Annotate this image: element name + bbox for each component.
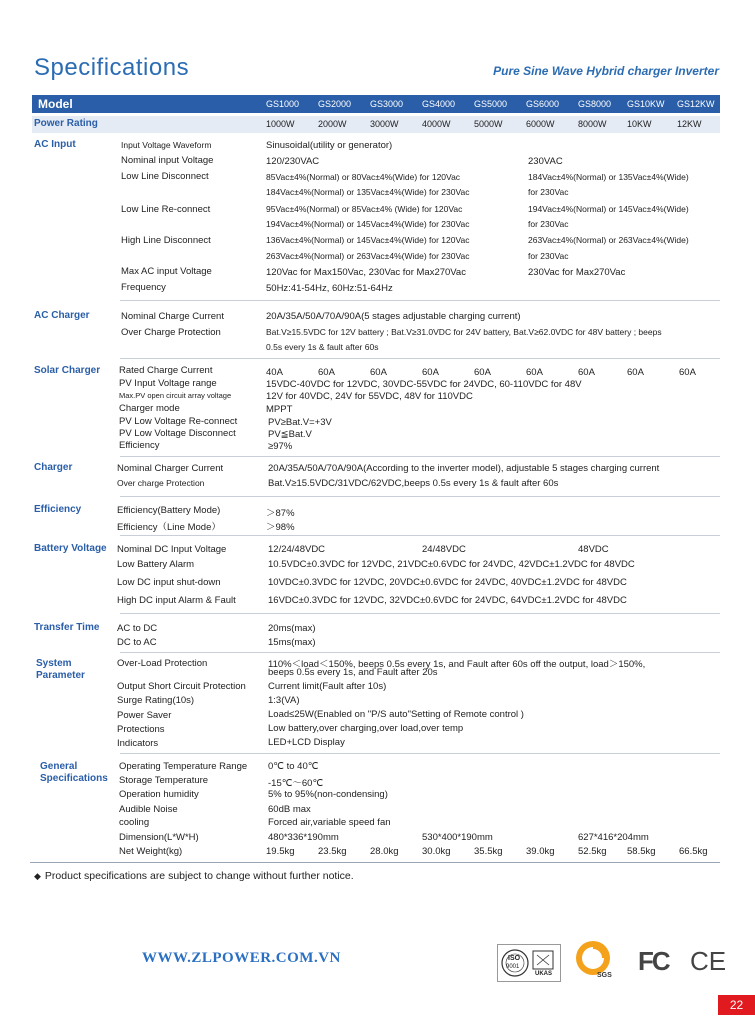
spec-value: 136Vac±4%(Normal) or 145Vac±4%(Wide) for 120Vac (266, 235, 470, 245)
footnote-text: Product specifications are subject to change without further notice. (44, 870, 354, 882)
spec-value: 24/48VDC (422, 544, 466, 555)
spec-label: Low Line Disconnect (121, 171, 209, 182)
spec-value: 50Hz:41-54Hz, 60Hz:51-64Hz (266, 283, 393, 294)
section-divider (120, 496, 720, 497)
model-cell: GS8000 (578, 99, 612, 109)
spec-value: 627*416*204mm (578, 832, 649, 843)
section-system-parameter: System (36, 658, 72, 669)
spec-label: Low Battery Alarm (117, 559, 195, 570)
spec-value: 1:3(VA) (268, 695, 300, 706)
spec-value: ＞87% (266, 508, 295, 519)
page-number: 22 (718, 995, 755, 1015)
spec-label: High Line Disconnect (121, 235, 211, 246)
spec-label: Nominal Charge Current (121, 311, 224, 322)
spec-label: Over charge Protection (117, 478, 205, 488)
spec-label: Power Saver (117, 710, 172, 721)
spec-value: 60A (370, 367, 387, 378)
spec-value: 30.0kg (422, 846, 451, 857)
section-solar-charger: Solar Charger (34, 365, 101, 376)
model-cell: GS2000 (318, 99, 352, 109)
model-cell: GS5000 (474, 99, 508, 109)
spec-value: 12/24/48VDC (268, 544, 326, 555)
model-cell: GS3000 (370, 99, 404, 109)
spec-label: Low DC input shut-down (117, 577, 221, 588)
ce-logo: CE (690, 946, 727, 976)
spec-label: Efficiency(Battery Mode) (117, 505, 221, 516)
spec-label: DC to AC (117, 637, 157, 648)
power-rating-cell: 5000W (474, 119, 503, 129)
spec-value: 230Vac for Max270Vac (528, 267, 626, 278)
spec-value: 263Vac±4%(Normal) or 263Vac±4%(Wide) (528, 235, 689, 245)
spec-label: Charger mode (119, 403, 180, 414)
power-rating-cell: 1000W (266, 119, 295, 129)
power-rating-cell: 10KW (627, 119, 652, 129)
spec-value: ≥97% (268, 441, 293, 452)
spec-label: Nominal Charger Current (117, 463, 224, 474)
page-title: Specifications (34, 54, 190, 81)
spec-label: PV Low Voltage Disconnect (119, 428, 236, 439)
section-general-line2: Specifications (40, 773, 108, 784)
spec-value: 60A (526, 367, 543, 378)
model-cell: GS1000 (266, 99, 300, 109)
spec-value: 48VDC (578, 544, 609, 555)
spec-value: 66.5kg (679, 846, 708, 857)
section-system-parameter-line2: Parameter (36, 670, 85, 681)
power-rating-cell: 8000W (578, 119, 607, 129)
spec-label: Max.PV open circuit array voltage (119, 391, 232, 400)
spec-value: 184Vac±4%(Normal) or 135Vac±4%(Wide) (528, 172, 689, 182)
model-header-label: Model (38, 97, 73, 111)
spec-value: 530*400*190mm (422, 832, 493, 843)
section-general: General (40, 761, 78, 772)
spec-value: 20A/35A/50A/70A/90A(According to the inverter model), adjustable 5 stages charging current (268, 463, 660, 474)
section-divider (120, 613, 720, 614)
model-cell: GS4000 (422, 99, 456, 109)
spec-value: 230VAC (528, 156, 563, 167)
spec-value: for 230Vac (528, 251, 569, 261)
spec-value: 15VDC-40VDC for 12VDC, 30VDC-55VDC for 24VDC, 60-110VDC for 48V (266, 379, 582, 390)
spec-label: Over-Load Protection (117, 658, 208, 669)
power-rating-cell: 4000W (422, 119, 451, 129)
spec-value: 20ms(max) (268, 623, 316, 634)
spec-label: PV Input Voltage range (119, 378, 217, 389)
spec-value: 16VDC±0.3VDC for 12VDC, 32VDC±0.6VDC for 24VDC, 64VDC±1.2VDC for 48VDC (268, 595, 627, 606)
iso-text: ISO (508, 955, 521, 962)
spec-value: Low battery,over charging,over load,over temp (268, 723, 464, 734)
spec-label: AC to DC (117, 623, 158, 634)
spec-value: 10VDC±0.3VDC for 12VDC, 20VDC±0.6VDC for 24VDC, 40VDC±1.2VDC for 48VDC (268, 577, 627, 588)
power-rating-cell: 12KW (677, 119, 702, 129)
spec-value: 60A (474, 367, 491, 378)
spec-value: 194Vac±4%(Normal) or 145Vac±4%(Wide) for 230Vac (266, 219, 470, 229)
spec-label: Dimension(L*W*H) (119, 832, 199, 843)
section-divider (120, 456, 720, 457)
spec-label: Output Short Circuit Protection (117, 681, 246, 692)
sgs-logo (573, 938, 617, 982)
spec-value: ＞98% (266, 522, 295, 533)
spec-value: 60A (422, 367, 439, 378)
spec-value: 28.0kg (370, 846, 399, 857)
spec-label: Efficiency（Line Mode） (117, 522, 221, 533)
spec-label: Low Line Re-connect (121, 204, 211, 215)
section-charger: Charger (34, 462, 73, 473)
spec-value: 60A (627, 367, 644, 378)
spec-value: 0℃ to 40℃ (268, 761, 319, 772)
spec-value: for 230Vac (528, 219, 569, 229)
power-rating-cell: 2000W (318, 119, 347, 129)
spec-label: Operating Temperature Range (119, 761, 248, 772)
page-subtitle: Pure Sine Wave Hybrid charger Inverter (493, 64, 719, 78)
spec-value: 480*336*190mm (268, 832, 339, 843)
spec-label: Nominal DC Input Voltage (117, 544, 227, 555)
sgs-text: SGS (597, 972, 612, 979)
spec-value: 58.5kg (627, 846, 656, 857)
spec-value: Current limit(Fault after 10s) (268, 681, 387, 692)
spec-label: Input Voltage Waveform (121, 140, 212, 150)
model-cell: GS6000 (526, 99, 560, 109)
spec-value: 5% to 95%(non-condensing) (268, 789, 388, 800)
bullet-diamond-icon: ◆ (34, 871, 41, 881)
section-divider (120, 300, 720, 301)
spec-label: Indicators (117, 738, 159, 749)
spec-value: 60A (679, 367, 696, 378)
spec-value: 10.5VDC±0.3VDC for 12VDC, 21VDC±0.6VDC for 24VDC, 42VDC±1.2VDC for 48VDC (268, 559, 635, 570)
spec-label: Storage Temperature (119, 775, 209, 786)
spec-label: PV Low Voltage Re-connect (119, 416, 238, 427)
spec-value: MPPT (266, 404, 293, 415)
spec-value: 60A (318, 367, 335, 378)
spec-value: 12V for 40VDC, 24V for 55VDC, 48V for 110VDC (266, 391, 473, 402)
spec-value: 184Vac±4%(Normal) or 135Vac±4%(Wide) for 230Vac (266, 187, 470, 197)
spec-label: Surge Rating(10s) (117, 695, 195, 706)
fc-logo: FC (638, 946, 669, 976)
iso-number: 9001 (506, 964, 520, 970)
spec-value: 120/230VAC (266, 156, 320, 167)
section-divider (120, 358, 720, 359)
section-battery-voltage: Battery Voltage (34, 543, 107, 554)
spec-value: PV≦Bat.V (268, 429, 312, 440)
website-link[interactable]: WWW.ZLPOWER.COM.VN (142, 950, 341, 966)
section-divider (120, 535, 720, 536)
spec-value: PV≥Bat.V=+3V (268, 417, 332, 428)
section-divider (120, 652, 720, 653)
spec-value: 110%＜load＜150%, beeps 0.5s every 1s, and Fault after 60s off the output, load＞150%, (268, 659, 646, 670)
power-rating-cell: 3000W (370, 119, 399, 129)
spec-value: Sinusoidal(utility or generator) (266, 140, 393, 151)
spec-value: 23.5kg (318, 846, 347, 857)
spec-label: Max AC input Voltage (121, 266, 212, 277)
spec-label: Frequency (121, 282, 166, 293)
spec-value: 194Vac±4%(Normal) or 145Vac±4%(Wide) (528, 204, 689, 214)
spec-value: 20A/35A/50A/70A/90A(5 stages adjustable charging current) (266, 311, 521, 322)
spec-value: 0.5s every 1s & fault after 60s (266, 342, 379, 352)
footer-divider (30, 862, 720, 863)
spec-value: 15ms(max) (268, 637, 316, 648)
section-divider (120, 753, 720, 754)
model-cell: GS12KW (677, 99, 715, 109)
iso-ukas-logo (497, 944, 561, 982)
spec-value: Bat.V≥15.5VDC for 12V battery ; Bat.V≥31.0VDC for 24V battery, Bat.V≥62.0VDC for 48V battery ; beeps (266, 327, 662, 337)
spec-label: Operation humidity (119, 789, 199, 800)
spec-value: 120Vac for Max150Vac, 230Vac for Max270Vac (266, 267, 466, 278)
spec-value: 35.5kg (474, 846, 503, 857)
power-rating-label: Power Rating (34, 118, 98, 129)
spec-value: 19.5kg (266, 846, 295, 857)
section-efficiency: Efficiency (34, 504, 82, 515)
spec-value: LED+LCD Display (268, 737, 345, 748)
ukas-text: UKAS (535, 971, 553, 977)
spec-value: 39.0kg (526, 846, 555, 857)
footnote (34, 870, 354, 882)
section-ac-charger: AC Charger (34, 310, 90, 321)
spec-value: 263Vac±4%(Normal) or 263Vac±4%(Wide) for 230Vac (266, 251, 470, 261)
spec-label: Audible Noise (119, 804, 178, 815)
spec-value: 52.5kg (578, 846, 607, 857)
spec-value: Load≤25W(Enabled on "P/S auto"Setting of Remote control ) (268, 709, 524, 720)
spec-label: Protections (117, 724, 165, 735)
spec-label: Rated Charge Current (119, 365, 213, 376)
spec-value: 60dB max (268, 804, 311, 815)
spec-value: Forced air,variable speed fan (268, 817, 391, 828)
spec-value: -15℃～60℃ (268, 778, 324, 789)
section-transfer-time: Transfer Time (34, 622, 100, 633)
power-rating-cell: 6000W (526, 119, 555, 129)
section-ac-input: AC Input (34, 139, 76, 150)
spec-label: Net Weight(kg) (119, 846, 183, 857)
spec-value: 85Vac±4%(Normal) or 80Vac±4%(Wide) for 120Vac (266, 172, 461, 182)
spec-label: cooling (119, 817, 150, 828)
model-cell: GS10KW (627, 99, 665, 109)
spec-value: beeps 0.5s every 1s, and Fault after 20s (268, 667, 438, 678)
spec-label: Over Charge Protection (121, 327, 221, 338)
spec-label: High DC input Alarm & Fault (117, 595, 236, 606)
spec-value: Bat.V≥15.5VDC/31VDC/62VDC,beeps 0.5s every 1s & fault after 60s (268, 478, 559, 489)
spec-label: Efficiency (119, 440, 160, 451)
spec-value: 40A (266, 367, 283, 378)
spec-value: 60A (578, 367, 595, 378)
spec-value: for 230Vac (528, 187, 569, 197)
spec-value: 95Vac±4%(Normal) or 85Vac±4% (Wide) for 120Vac (266, 204, 463, 214)
spec-label: Nominal input Voltage (121, 155, 214, 166)
